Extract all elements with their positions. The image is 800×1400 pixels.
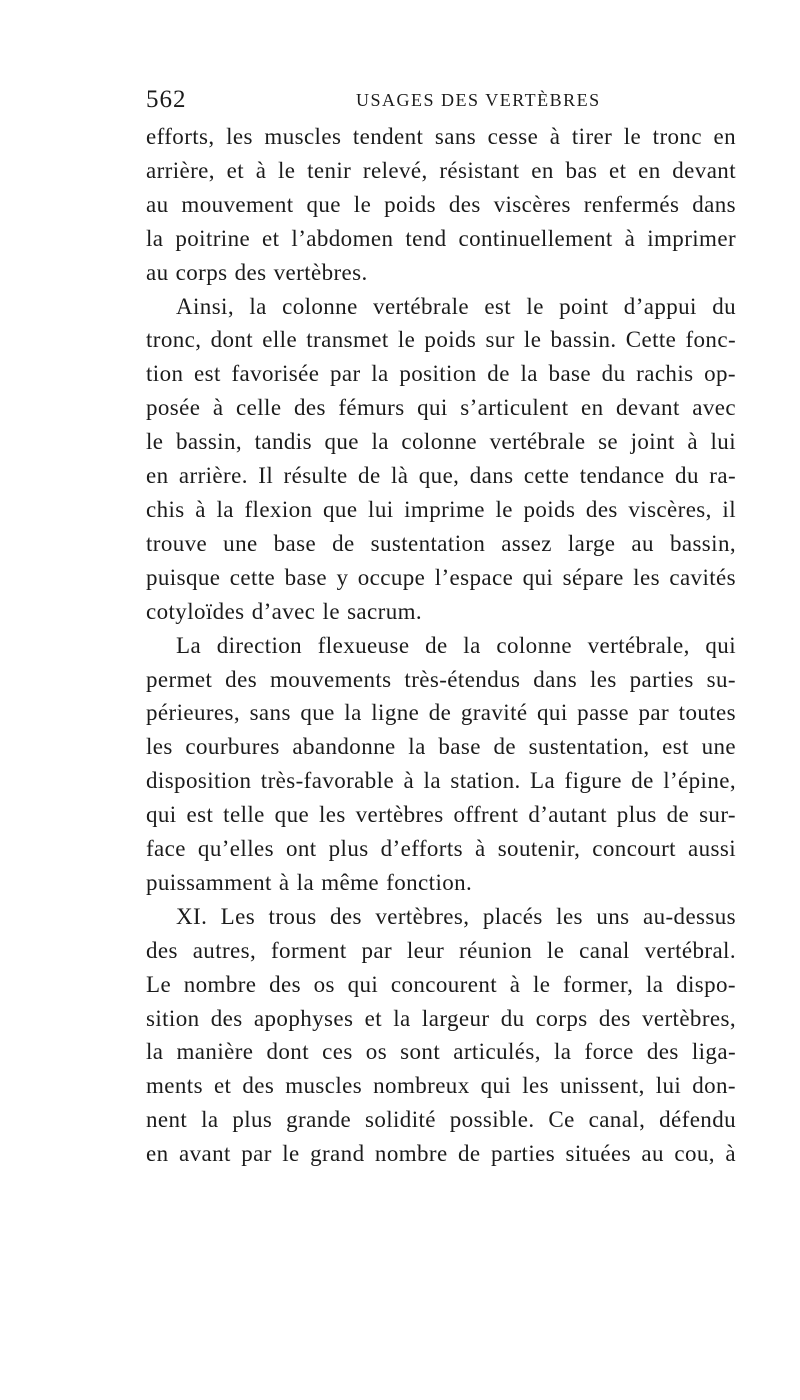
text-line: La direction flexueuse de la colonne vertébrale, qui [176, 632, 736, 658]
text-line: les courbures abandonne la base de sustentation, est une [146, 734, 736, 760]
text-line: trouve une base de sustentation assez large au bassin, [146, 530, 736, 556]
text-line: périeures, sans que la ligne de gravité qui passe par toutes [146, 700, 736, 726]
text-line: le bassin, tandis que la colonne vertébrale se joint à lui [146, 429, 736, 455]
text-line: disposition très-favorable à la station. La figure de l’épine, [146, 768, 736, 794]
text-line: sition des apophyses et la largeur du corps des vertèbres, [146, 1005, 736, 1031]
text-line: en arrière. Il résulte de là que, dans cette tendance du ra- [146, 463, 736, 489]
text-line: chis à la flexion que lui imprime le poids des viscères, il [146, 496, 736, 522]
text-line: face qu’elles ont plus d’efforts à soutenir, concourt aussi [146, 836, 736, 862]
running-title: USAGES DES VERTÈBRES [356, 90, 601, 110]
text-line: des autres, forment par leur réunion le canal vertébral. [146, 937, 736, 963]
text-line: en avant par le grand nombre de parties situées au cou, à [146, 1141, 736, 1167]
text-line: XI. Les trous des vertèbres, placés les uns au-dessus [176, 903, 736, 929]
text-line: Ainsi, la colonne vertébrale est le point d’appui du [176, 293, 736, 319]
text-line: au mouvement que le poids des viscères renfermés dans [146, 191, 736, 217]
text-line: posée à celle des fémurs qui s’articulent en devant avec [146, 395, 736, 421]
running-head [146, 86, 736, 118]
text-line: la manière dont ces os sont articulés, la force des liga- [146, 1039, 736, 1065]
text-line: permet des mouvements très-étendus dans les parties su- [146, 666, 736, 692]
text-line: au corps des vertèbres. [146, 259, 368, 285]
text-line: la poitrine et l’abdomen tend continuellement à imprimer [146, 225, 736, 251]
text-line: Le nombre des os qui concourent à le former, la dispo- [146, 971, 736, 997]
text-line: qui est telle que les vertèbres offrent d’autant plus de sur- [146, 802, 736, 828]
text-line: arrière, et à le tenir relevé, résistant en bas et en devant [146, 157, 736, 183]
text-line: ments et des muscles nombreux qui les unissent, lui don- [146, 1073, 736, 1099]
text-line: cotyloïdes d’avec le sacrum. [146, 598, 423, 624]
text-line: efforts, les muscles tendent sans cesse à tirer le tronc en [146, 124, 736, 149]
body-text [146, 120, 736, 1171]
text-line: nent la plus grande solidité possible. Ce canal, défendu [146, 1107, 736, 1133]
text-line: puissamment à la même fonction. [146, 869, 473, 895]
text-line: tion est favorisée par la position de la base du rachis op- [146, 361, 736, 387]
text-line: puisque cette base y occupe l’espace qui sépare les cavités [146, 564, 736, 590]
page-number: 562 [146, 86, 187, 113]
text-line: tronc, dont elle transmet le poids sur le bassin. Cette fonc- [146, 327, 736, 353]
book-page [146, 86, 736, 1171]
